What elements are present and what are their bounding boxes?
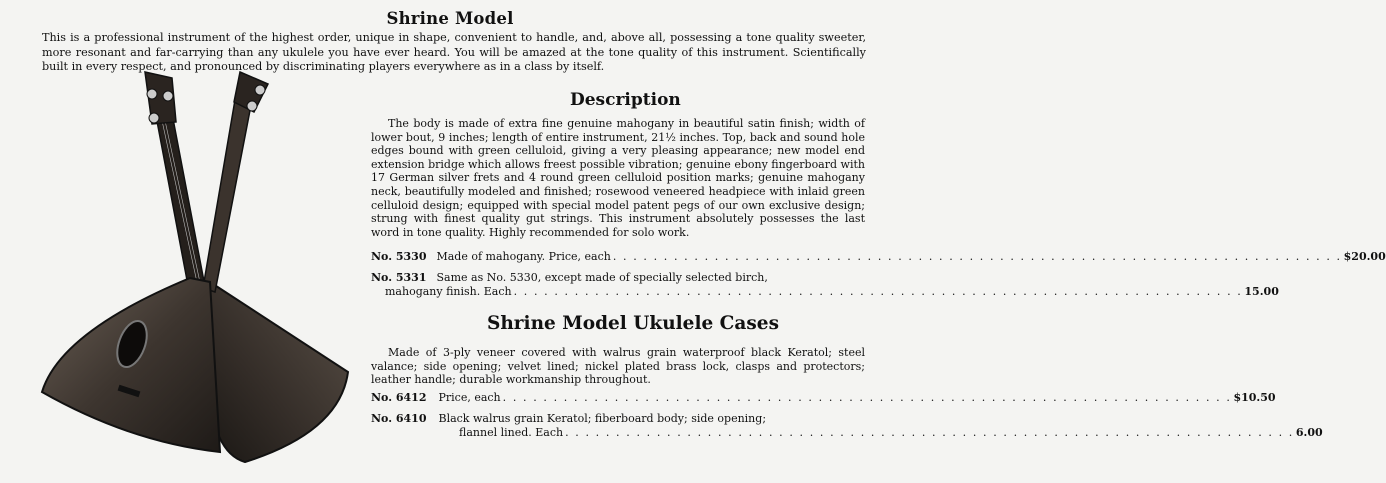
dot-leader: . . . . . . . . . . . . . . . . . . . . . . . . . . . . . . . . . . . . . . . . . . . . . . . . . . . . . . . . . . . . . . . . . . . . . . . .	[565, 425, 1294, 439]
description-heading: Description	[570, 90, 681, 110]
dot-leader: . . . . . . . . . . . . . . . . . . . . . . . . . . . . . . . . . . . . . . . . . . . . . . . . . . . . . . . . . . . . . . . . . . . . . . . .	[513, 284, 1243, 298]
item-price: $20.00	[1343, 250, 1386, 263]
cases-heading: Shrine Model Ukulele Cases	[487, 313, 779, 334]
item-text: Black walrus grain Keratol; fiberboard body; side opening;	[438, 412, 767, 425]
item-price: 15.00	[1244, 284, 1279, 298]
page-title: Shrine Model	[386, 9, 514, 28]
dot-leader: . . . . . . . . . . . . . . . . . . . . . . . . . . . . . . . . . . . . . . . . . . . . . . . . . . . . . . . . . . . . . . . . . . . . . . . .	[502, 391, 1232, 404]
item-6412	[371, 391, 1276, 405]
item-text: Price, each	[438, 391, 501, 404]
item-text: Made of mahogany. Price, each	[436, 250, 611, 263]
item-number: No. 6410	[371, 412, 427, 425]
item-number: No. 6412	[371, 391, 427, 404]
item-price: $10.50	[1233, 391, 1276, 404]
cases-text: Made of 3-ply veneer covered with walrus grain waterproof black Keratol; steel valance; side opening; velvet lined; nickel plated brass lock, clasps and protectors; leather handle; durable workmanship throughout.	[371, 346, 865, 387]
item-number: No. 5330	[371, 250, 427, 263]
item-price: 6.00	[1295, 425, 1323, 439]
shrine-ukuleles-illustration	[40, 72, 356, 466]
item-text-continued: flannel lined. Each	[459, 425, 564, 439]
dot-leader: . . . . . . . . . . . . . . . . . . . . . . . . . . . . . . . . . . . . . . . . . . . . . . . . . . . . . . . . . . . . . . . . . . . . . . . .	[612, 250, 1342, 263]
item-text-continued: mahogany finish. Each	[385, 284, 512, 298]
item-5331	[371, 271, 1279, 298]
item-6410	[371, 412, 1323, 439]
description-text: The body is made of extra fine genuine mahogany in beautiful satin finish; width of lower bout, 9 inches; length of entire instrument, 21½ inches. Top, back and sound hole edges bound with green celluloid, giving a very pleasing appearance; new model end extension bridge which allows freest possible vibration; genuine ebony fingerboard with 17 German silver frets and 4 round green celluloid position marks; genuine mahogany neck, beautifully modeled and finished; rosewood veneered headpiece with inlaid green celluloid design; equipped with special model patent pegs of our own exclusive design; strung with finest quality gut strings. This instrument absolutely possesses the last word in tone quality. Highly recommended for solo work.	[371, 117, 865, 239]
intro-paragraph: This is a professional instrument of the highest order, unique in shape, convenient to handle, and, above all, possessing a tone quality sweeter, more resonant and far-carrying than any ukulele you have ever heard. You will be amazed at the tone quality of this instrument. Scientifically built in every respect, and pronounced by discriminating players everywhere as in a class by itself.	[42, 31, 866, 74]
item-5330	[371, 250, 1386, 264]
item-number: No. 5331	[371, 271, 427, 284]
item-text: Same as No. 5330, except made of specially selected birch,	[436, 271, 768, 284]
